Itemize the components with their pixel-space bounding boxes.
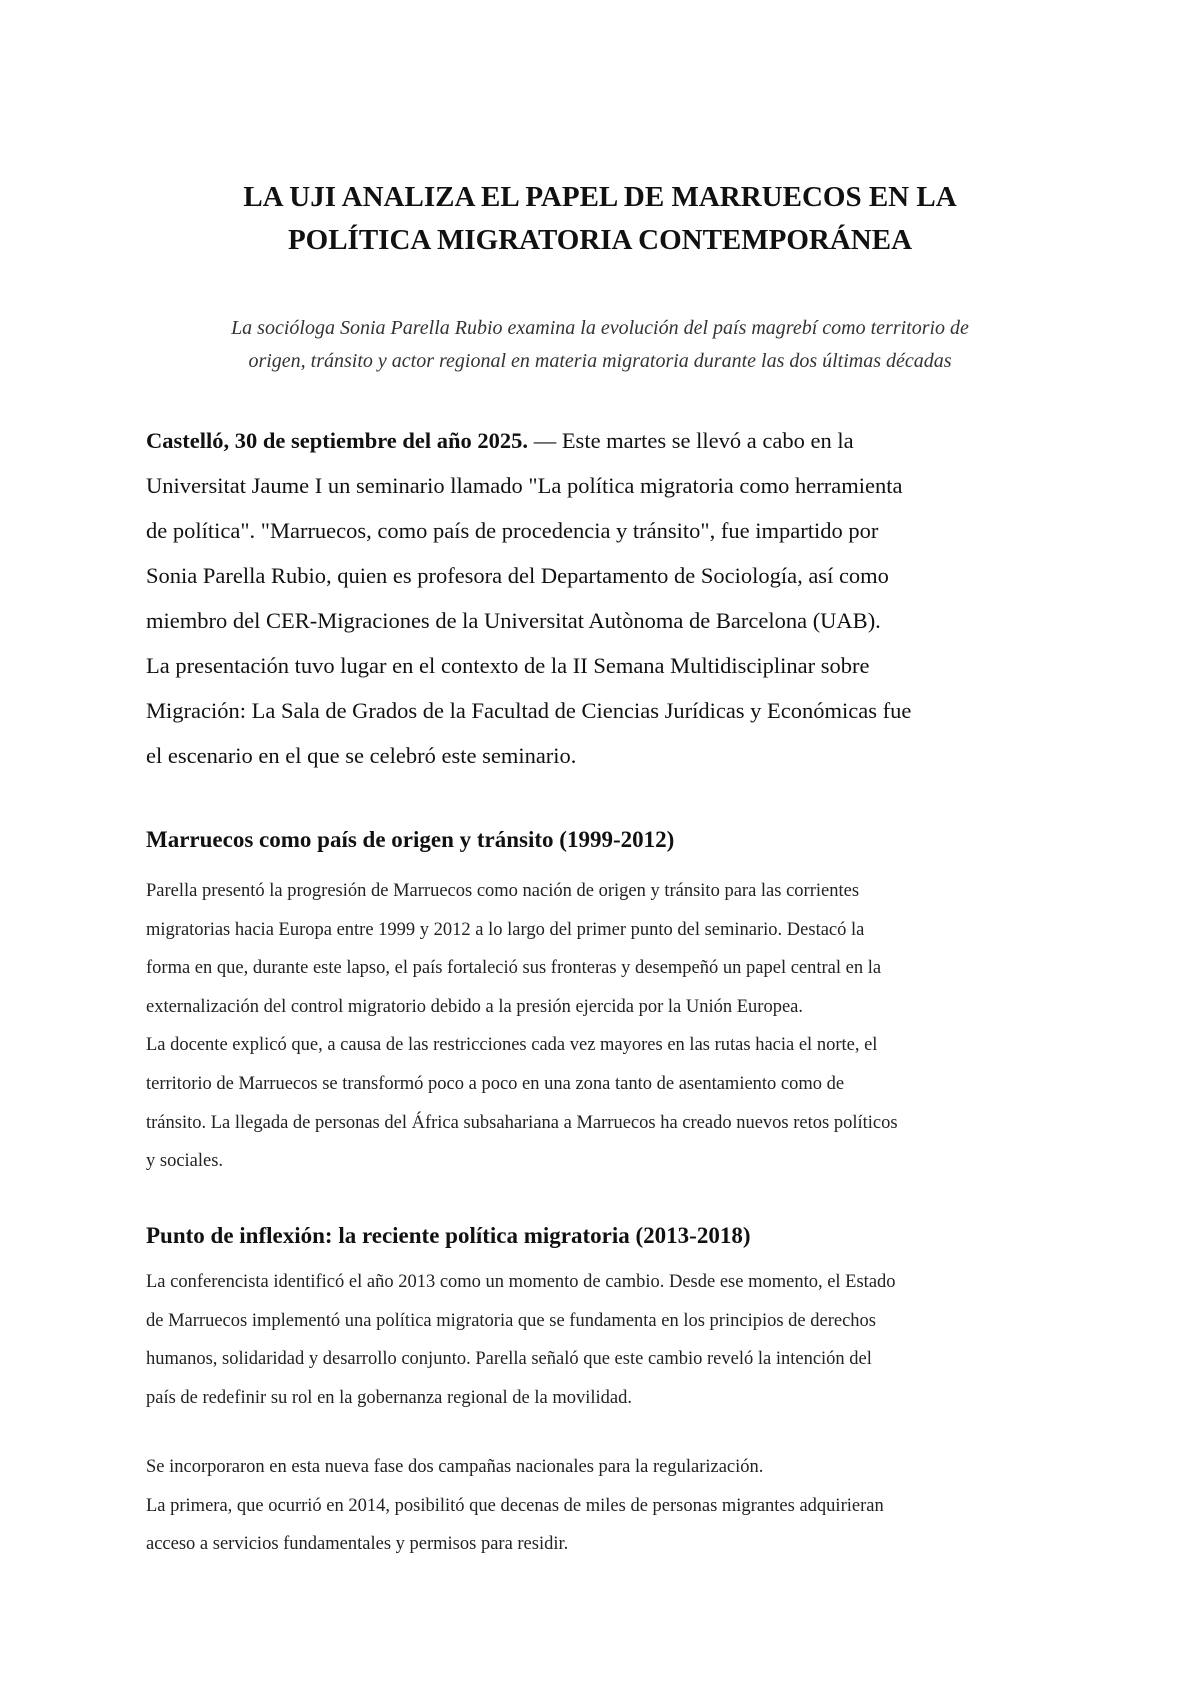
body-line: La conferencista identificó el año 2013 como un momento de cambio. Desde ese momento, el Estado (146, 1272, 896, 1292)
section-heading-turning-point: Punto de inflexión: la reciente política migratoria (2013-2018) (146, 1223, 751, 1248)
section-body-turning-point (146, 1263, 1086, 1417)
section-heading-origin-transit: Marruecos como país de origen y tránsito (1999-2012) (146, 827, 675, 852)
lead-line: La presentación tuvo lugar en el contexto de la II Semana Multidisciplinar sobre (146, 653, 870, 678)
lead-paragraph (146, 418, 1086, 778)
body-line: migratorias hacia Europa entre 1999 y 2012 a lo largo del primer punto del seminario. Destacó la (146, 919, 865, 940)
lead-line: el escenario en el que se celebró este seminario. (146, 743, 577, 768)
body-line: humanos, solidaridad y desarrollo conjunto. Parella señaló que este cambio reveló la intención del (146, 1349, 872, 1370)
subtitle-line: La socióloga Sonia Parella Rubio examina la evolución del país magrebí como territorio de (231, 317, 969, 339)
body-line: de Marruecos implementó una política migratoria que se fundamenta en los principios de derechos (146, 1310, 877, 1331)
title-line: LA UJI ANALIZA EL PAPEL DE MARRUECOS EN LA (243, 181, 957, 213)
body-line: La docente explicó que, a causa de las restricciones cada vez mayores en las rutas hacia el norte, el (146, 1035, 878, 1056)
title-line: POLÍTICA MIGRATORIA CONTEMPORÁNEA (287, 224, 913, 256)
body-line: y sociales. (146, 1151, 224, 1172)
section-body-origin-transit (146, 872, 1086, 1181)
lead-line: de política". "Marruecos, como país de procedencia y tránsito", fue impartido por (146, 518, 879, 543)
lead-line: Migración: La Sala de Grados de la Facultad de Ciencias Jurídicas y Económicas fue (146, 698, 912, 723)
subtitle-line: origen, tránsito y actor regional en materia migratoria durante las dos últimas décadas (248, 350, 952, 372)
body-line: país de redefinir su rol en la gobernanza regional de la movilidad. (146, 1387, 632, 1408)
lead-line (146, 418, 1086, 463)
body-line: forma en que, durante este lapso, el país fortaleció sus fronteras y desempeñó un papel central en la (146, 958, 882, 979)
dateline: Castelló, 30 de septiembre del año 2025. (146, 428, 529, 453)
body-line: tránsito. La llegada de personas del África subsahariana a Marruecos ha creado nuevos retos políticos (146, 1112, 898, 1133)
article-subtitle (130, 312, 1070, 378)
article-title (120, 176, 1080, 262)
body-line: Se incorporaron en esta nueva fase dos campañas nacionales para la regularización. (146, 1457, 764, 1477)
body-line: acceso a servicios fundamentales y permisos para residir. (146, 1534, 569, 1555)
lead-line: Sonia Parella Rubio, quien es profesora del Departamento de Sociología, así como (146, 563, 889, 588)
lead-line-rest: — Este martes se llevó a cabo en la (528, 428, 854, 453)
section-body-regularization (146, 1448, 1086, 1564)
body-line: La primera, que ocurrió en 2014, posibilitó que decenas de miles de personas migrantes adquirieran (146, 1495, 884, 1516)
body-line: externalización del control migratorio debido a la presión ejercida por la Unión Europea. (146, 996, 804, 1017)
lead-line: miembro del CER-Migraciones de la Universitat Autònoma de Barcelona (UAB). (146, 608, 881, 633)
body-line: territorio de Marruecos se transformó poco a poco en una zona tanto de asentamiento como de (146, 1073, 845, 1094)
body-line: Parella presentó la progresión de Marruecos como nación de origen y tránsito para las corrientes (146, 881, 860, 901)
lead-line: Universitat Jaume I un seminario llamado "La política migratoria como herramienta (146, 473, 903, 498)
